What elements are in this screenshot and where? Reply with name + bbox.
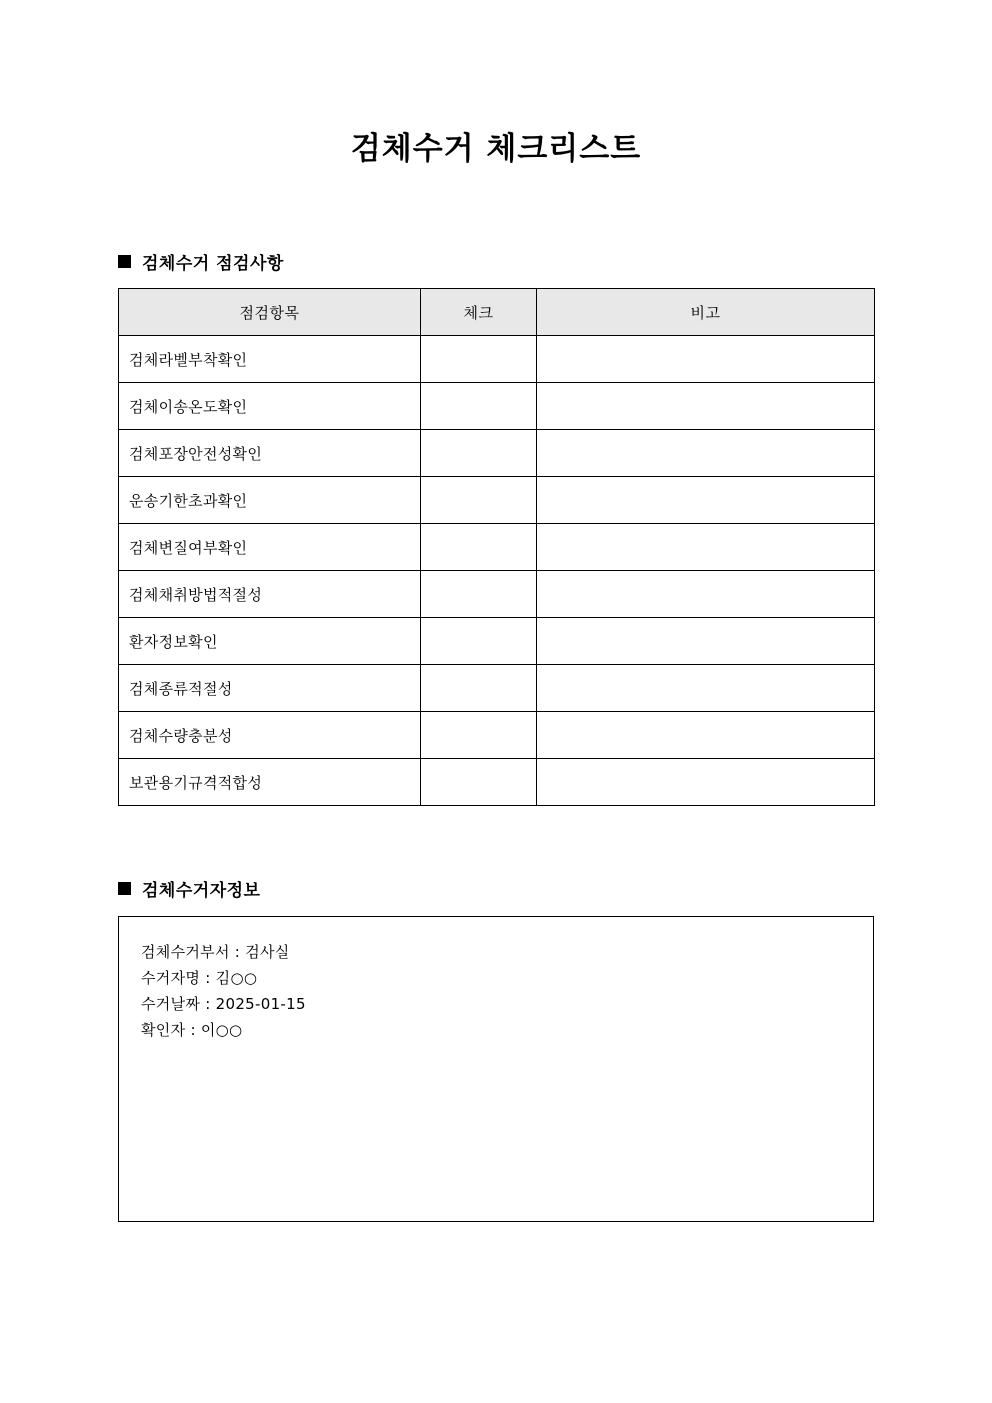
table-row [119, 618, 875, 665]
table-row [119, 571, 875, 618]
inspection-checklist-table [118, 288, 875, 806]
cell-item: 검체수량충분성 [119, 712, 421, 759]
cell-check[interactable] [421, 383, 537, 430]
cell-note[interactable] [537, 524, 875, 571]
cell-check[interactable] [421, 524, 537, 571]
cell-note[interactable] [537, 430, 875, 477]
cell-note[interactable] [537, 759, 875, 806]
table-row [119, 759, 875, 806]
cell-check[interactable] [421, 477, 537, 524]
table-row [119, 430, 875, 477]
table-header-row [119, 289, 875, 336]
cell-check[interactable] [421, 571, 537, 618]
column-header-item: 점검항목 [119, 289, 421, 336]
column-header-note: 비고 [537, 289, 875, 336]
section-heading-inspection-label: 검체수거 점검사항 [142, 254, 284, 274]
cell-check[interactable] [421, 759, 537, 806]
cell-note[interactable] [537, 336, 875, 383]
cell-item: 환자정보확인 [119, 618, 421, 665]
cell-check[interactable] [421, 618, 537, 665]
table-row [119, 712, 875, 759]
table-body [119, 336, 875, 806]
cell-note[interactable] [537, 383, 875, 430]
info-line-verifier: 확인자 : 이○○ [141, 1021, 243, 1039]
cell-item: 검체변질여부확인 [119, 524, 421, 571]
cell-note[interactable] [537, 665, 875, 712]
square-bullet-icon [118, 255, 131, 268]
info-line-department: 검체수거부서 : 검사실 [141, 943, 290, 961]
cell-check[interactable] [421, 665, 537, 712]
cell-check[interactable] [421, 430, 537, 477]
table-row [119, 524, 875, 571]
section-heading-collector-label: 검체수거자정보 [142, 881, 261, 901]
table-row [119, 665, 875, 712]
cell-item: 검체종류적절성 [119, 665, 421, 712]
cell-item: 검체라벨부착확인 [119, 336, 421, 383]
cell-note[interactable] [537, 618, 875, 665]
square-bullet-icon [118, 882, 131, 895]
cell-item: 검체포장안전성확인 [119, 430, 421, 477]
cell-note[interactable] [537, 571, 875, 618]
cell-check[interactable] [421, 336, 537, 383]
section-heading-inspection [118, 249, 284, 274]
cell-note[interactable] [537, 477, 875, 524]
cell-item: 검체채취방법적절성 [119, 571, 421, 618]
info-line-collection-date: 수거날짜 : 2025-01-15 [141, 995, 306, 1013]
cell-item: 검체이송온도확인 [119, 383, 421, 430]
page-title: 검체수거 체크리스트 [350, 131, 642, 167]
collector-info-box [118, 916, 874, 1222]
section-heading-collector [118, 876, 260, 901]
table-header [119, 289, 875, 336]
info-line-collector-name: 수거자명 : 김○○ [141, 969, 258, 987]
cell-item: 보관용기규격적합성 [119, 759, 421, 806]
table-row [119, 336, 875, 383]
cell-note[interactable] [537, 712, 875, 759]
column-header-check: 체크 [421, 289, 537, 336]
table-row [119, 383, 875, 430]
table-row [119, 477, 875, 524]
cell-check[interactable] [421, 712, 537, 759]
cell-item: 운송기한초과확인 [119, 477, 421, 524]
